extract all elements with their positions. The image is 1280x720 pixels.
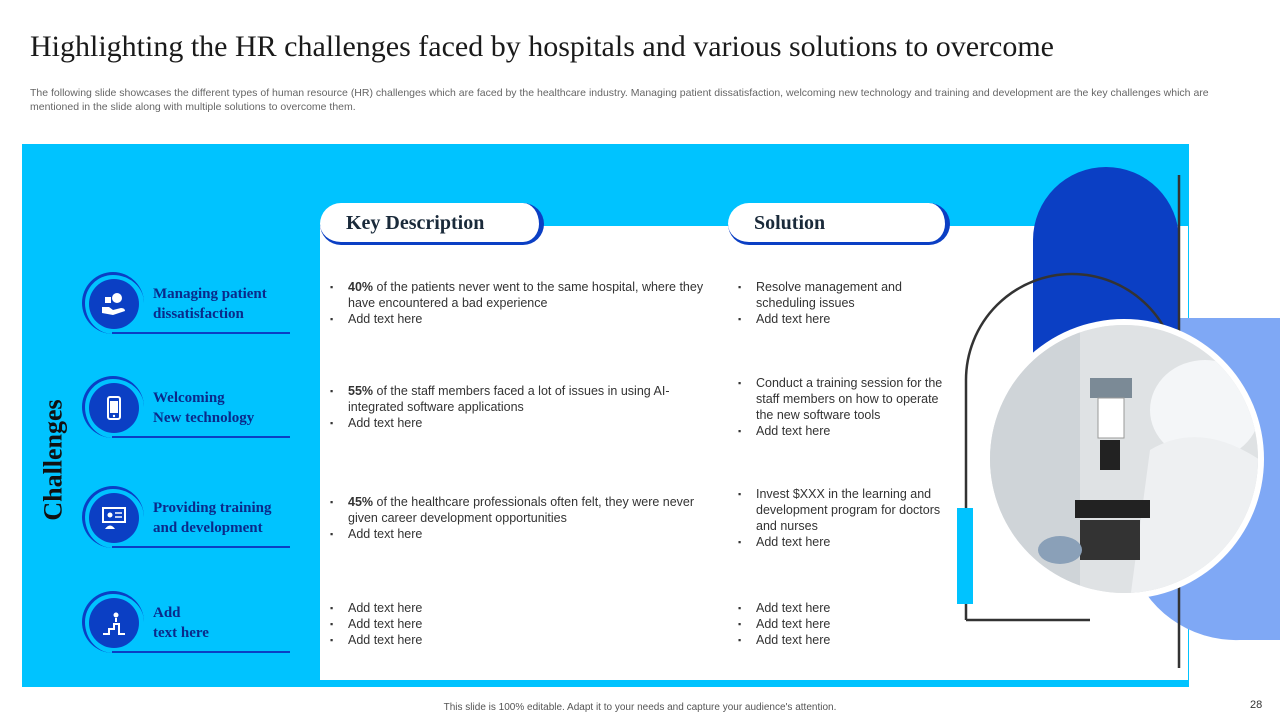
list-item: ▪ Add text here [756,423,952,439]
list-item: ▪ Add text here [348,616,720,632]
solution-list-2 [738,375,952,439]
list-item: ▪ Add text here [348,311,720,327]
description-list-4 [330,600,720,648]
slide-title: Highlighting the HR challenges faced by hospitals and various solutions to overcome [30,30,1054,63]
list-item: ▪ Add text here [348,526,720,542]
list-item: ▪ Add text here [756,616,952,632]
description-list-1 [330,279,720,327]
page-number: 28 [1250,699,1263,711]
slide-subtitle: The following slide showcases the different types of human resource (HR) challenges which are faced by the healthcare industry. Managing patient dissatisfaction, welcoming new technology and training and development are the key challenges which are mentioned in the slide along with multiple solutions to overcome them. [30,87,1209,113]
divider [112,546,290,548]
list-item: ▪ 45% of the healthcare professionals often felt, they were never given career development opportunities [348,494,720,526]
challenge-item-add [82,591,290,655]
challenge-item-training [82,486,290,550]
solution-header: Solution [728,203,950,245]
list-item: ▪ Add text here [348,415,720,431]
list-item: ▪ Add text here [348,632,720,648]
footer-note: This slide is 100% editable. Adapt it to your needs and capture your audience's attention. [443,702,837,713]
divider [112,651,290,653]
challenge-item-patient [82,272,290,336]
solution-list-3 [738,486,952,550]
challenge-label: Managing patient dissatisfaction [153,286,267,322]
list-item: ▪ Conduct a training session for the staff members on how to operate the new software tools [756,375,952,423]
patient-care-icon [89,279,139,329]
solution-list-4 [738,600,952,648]
challenge-label: Add text here [153,605,209,641]
mobile-device-icon [89,383,139,433]
list-item: ▪ Invest $XXX in the learning and development program for doctors and nurses [756,486,952,534]
list-item: ▪ Add text here [756,534,952,550]
challenge-label: Providing training and development [153,500,272,536]
list-item: ▪ 40% of the patients never went to the same hospital, where they have encountered a bad experience [348,279,720,311]
solution-list-1 [738,279,952,327]
divider [112,332,290,334]
list-item: ▪ Add text here [756,632,952,648]
challenge-item-technology [82,376,290,440]
list-item: ▪ 55% of the staff members faced a lot of issues in using AI-integrated software applications [348,383,720,415]
divider [112,436,290,438]
list-item: ▪ Resolve management and scheduling issues [756,279,952,311]
presentation-training-icon [89,493,139,543]
challenge-label: Welcoming New technology [153,390,255,426]
career-growth-icon [89,598,139,648]
description-list-2 [330,383,720,431]
key-description-header: Key Description [320,203,544,245]
description-list-3 [330,494,720,542]
list-item: ▪ Add text here [348,600,720,616]
list-item: ▪ Add text here [756,600,952,616]
list-item: ▪ Add text here [756,311,952,327]
challenges-vertical-label: Challenges [39,399,68,521]
